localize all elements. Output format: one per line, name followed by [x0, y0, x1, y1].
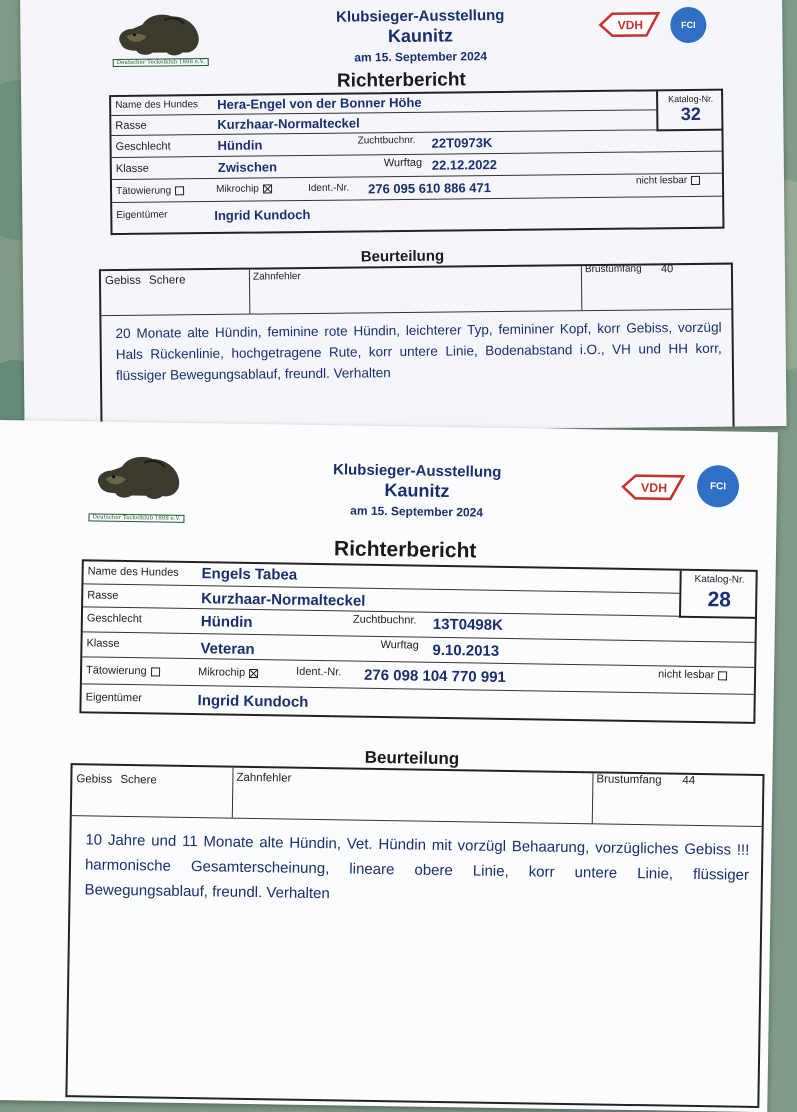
report-header [0, 420, 778, 522]
value-owner: Ingrid Kundoch [214, 206, 311, 223]
unreadable-checkbox [718, 671, 727, 680]
fci-logo-icon: FCI [697, 465, 740, 508]
unreadable-checkbox [691, 176, 700, 185]
value-bite: Schere [148, 274, 186, 287]
label-chest: Brustumfang [584, 263, 642, 276]
assessment-title: Beurteilung [360, 247, 445, 266]
value-litter-date: 9.10.2013 [432, 641, 500, 660]
dog-data-table [109, 89, 724, 235]
event-title-block [267, 460, 568, 521]
event-title: Klubsieger-Ausstellung [335, 6, 505, 26]
label-teeth: Zahnfehler [236, 771, 292, 785]
label-litter-date: Wurftag [380, 639, 419, 652]
vdh-logo-icon [598, 11, 660, 38]
label-chip [216, 183, 272, 195]
assessment-comment: 10 Jahre und 11 Monate alte Hündin, Vet. Hündin mit vorzügl Behaarung, vorzügliches Gebiss !!! harmonische Gesamterscheinung, lineare obere Linie, korr untere Linie, flüssiger Bewegungsablauf, freundl. Verhalten [84, 831, 750, 903]
report-title: Richterbericht [333, 537, 477, 563]
tattoo-checkbox [175, 186, 184, 195]
chip-checkbox-checked [249, 669, 258, 678]
dog-data-table [79, 559, 757, 724]
event-title: Klubsieger-Ausstellung [332, 461, 502, 481]
label-unreadable-text: nicht lesbar [635, 175, 688, 187]
label-ident: Ident.-Nr. [295, 665, 342, 679]
value-sex: Hündin [200, 613, 253, 631]
value-ident: 276 095 610 886 471 [367, 180, 492, 197]
label-owner: Eigentümer [85, 691, 143, 705]
label-catalog: Katalog-Nr. [668, 93, 714, 105]
fci-logo-icon: FCI [670, 7, 706, 43]
label-name: Name des Hundes [87, 565, 179, 579]
label-chip-text: Mikrochip [215, 183, 259, 195]
value-breed: Kurzhaar-Normalteckel [201, 590, 366, 610]
value-class: Zwischen [217, 159, 278, 175]
label-breed: Rasse [115, 119, 147, 133]
assessment-divider-3 [101, 309, 731, 317]
catalog-number-box [656, 91, 723, 132]
label-tattoo-text: Tätowierung [116, 185, 172, 198]
vdh-logo-text: VDH [640, 480, 668, 496]
assessment-divider-1 [232, 768, 234, 818]
value-stud-book: 22T0973K [431, 135, 493, 151]
label-ident: Ident.-Nr. [307, 182, 350, 194]
label-catalog: Katalog-Nr. [694, 573, 745, 586]
vdh-logo-text: VDH [617, 17, 644, 33]
label-tattoo [116, 185, 184, 197]
chip-checkbox-checked [263, 184, 272, 193]
label-breed: Rasse [87, 589, 119, 602]
club-logo-caption: Deutscher Teckelklub 1888 e.V. [113, 58, 209, 67]
club-logo-caption: Deutscher Teckelklub 1888 e.V. [88, 513, 184, 523]
value-chest: 40 [660, 263, 674, 276]
assessment-box [65, 763, 764, 1108]
value-owner: Ingrid Kundoch [197, 692, 309, 711]
tattoo-checkbox [151, 667, 160, 676]
dachshund-logo-icon [91, 445, 184, 504]
label-sex: Geschlecht [86, 612, 143, 626]
label-chip [198, 666, 258, 679]
judge-report-sheet-2 [0, 420, 778, 1112]
label-unreadable [636, 175, 700, 187]
judge-report-sheet-1 [20, 0, 787, 434]
assessment-box [99, 263, 735, 434]
event-title-block [270, 6, 571, 65]
assessment-title: Beurteilung [364, 747, 460, 769]
label-tattoo [86, 664, 160, 677]
dachshund-logo-icon [112, 6, 203, 59]
event-date: am 15. September 2024 [354, 49, 488, 65]
value-ident: 276 098 104 770 991 [363, 666, 506, 686]
value-catalog: 32 [680, 103, 701, 125]
assessment-comment: 20 Monate alte Hündin, feminine rote Hündin, leichterer Typ, femininer Kopf, korr Gebiss, vorzügl Hals Rückenlinie, hochgetragene Rute, korr untere Linie, Bodenabstand i.O., VH und HH korr, flüssiger Bewegungsablauf, freundl. Verhalten [115, 319, 722, 384]
label-bite: Gebiss [76, 773, 113, 786]
value-stud-book: 13T0498K [432, 615, 504, 634]
label-name: Name des Hundes [115, 99, 199, 112]
row-owner [112, 197, 722, 229]
label-chip-text: Mikrochip [197, 666, 246, 679]
catalog-number-box [679, 571, 758, 619]
label-litter-date: Wurftag [383, 156, 423, 170]
label-tattoo-text: Tätowierung [85, 664, 147, 678]
label-sex: Geschlecht [115, 140, 171, 154]
label-teeth: Zahnfehler [252, 271, 301, 283]
value-name: Hera-Engel von der Bonner Höhe [217, 94, 422, 112]
value-catalog: 28 [707, 588, 732, 612]
label-chest: Brustumfang [596, 773, 662, 787]
label-class: Klasse [86, 637, 120, 650]
label-stud-book: Zuchtbuchnr. [357, 134, 416, 147]
label-stud-book: Zuchtbuchnr. [352, 613, 417, 627]
event-place: Kaunitz [387, 25, 454, 47]
value-sex: Hündin [217, 137, 263, 153]
assessment-divider-2 [592, 773, 594, 823]
label-class: Klasse [115, 162, 149, 176]
value-litter-date: 22.12.2022 [431, 157, 497, 173]
label-bite: Gebiss [104, 274, 141, 288]
value-breed: Kurzhaar-Normalteckel [217, 115, 360, 132]
report-header [20, 0, 783, 74]
label-unreadable [658, 668, 727, 681]
event-place: Kaunitz [384, 480, 450, 502]
label-unreadable-text: nicht lesbar [657, 668, 715, 682]
value-chest: 44 [682, 774, 696, 787]
vdh-logo-icon [621, 472, 685, 503]
report-title: Richterbericht [336, 69, 466, 92]
value-name: Engels Tabea [201, 565, 298, 584]
value-class: Veteran [200, 640, 255, 659]
label-owner: Eigentümer [116, 209, 168, 222]
assessment-divider-2 [581, 266, 582, 310]
event-date: am 15. September 2024 [350, 503, 484, 520]
assessment-divider-3 [72, 815, 762, 827]
value-bite: Schere [120, 773, 157, 787]
assessment-divider-1 [249, 270, 250, 314]
